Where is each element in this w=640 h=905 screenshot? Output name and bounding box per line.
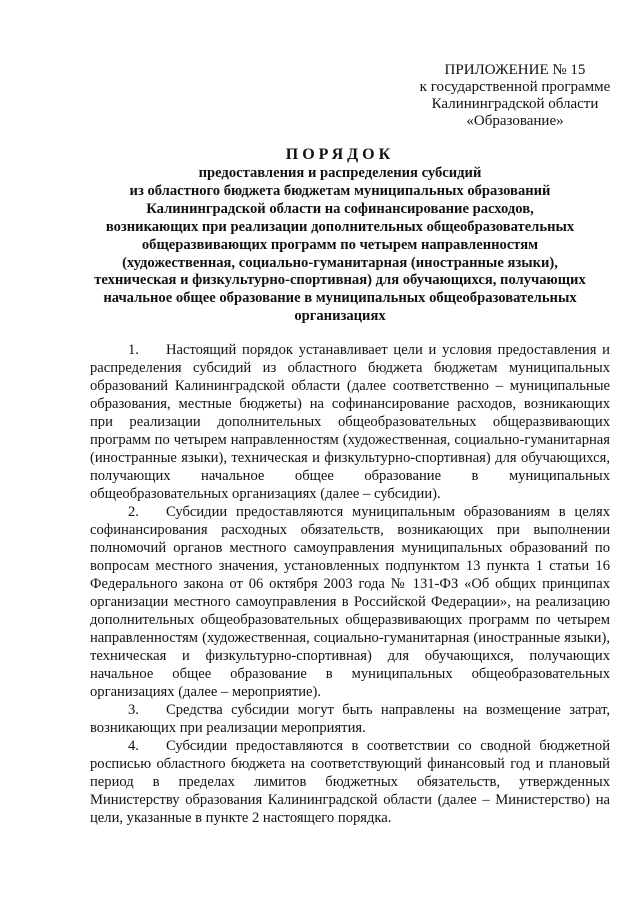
paragraph-number: 1. bbox=[128, 342, 139, 358]
paragraph-number: 4. bbox=[128, 738, 139, 754]
paragraph-1 bbox=[90, 341, 610, 503]
subtitle-line: начальное общее образование в муниципальных общеобразовательных bbox=[103, 290, 577, 307]
paragraph-text: Субсидии предоставляются муниципальным образованиям в целях софинансирования расходных обязательств, возникающих при выполнении полномочий органов местного самоуправления муниципальных образований по вопросам местного значения, установленных подпунктом 13 пункта 1 статьи 16 Федерального закона от 06 октября 2003 года № 131-ФЗ «Об общих принципах организации местного самоуправления в Российской Федерации», на реализацию дополнительных общеобразовательных общеразвивающих программ по четырем направленностям (художественная, социально-гуманитарная (иностранные языки), техническая и физкультурно-спортивная) для обучающихся, получающих начальное общее образование в муниципальных общеобразовательных организациях (далее – мероприятие). bbox=[90, 504, 610, 700]
paragraph-number: 3. bbox=[128, 702, 139, 718]
paragraph-3 bbox=[90, 701, 610, 737]
appendix-line-program: к государственной программе bbox=[419, 79, 611, 95]
appendix-line-name: «Образование» bbox=[466, 113, 564, 129]
subtitle-line: предоставления и распределения субсидий bbox=[198, 165, 482, 181]
document-body bbox=[90, 341, 610, 827]
paragraph-4 bbox=[90, 737, 610, 827]
document-title: ПОРЯДОК bbox=[285, 146, 395, 163]
appendix-block bbox=[400, 62, 630, 130]
subtitle-line: Калининградской области на софинансирование расходов, bbox=[146, 200, 534, 217]
paragraph-text: Настоящий порядок устанавливает цели и условия предоставления и распределения субсидий из областного бюджета бюджетам муниципальных образований Калининградской области (далее соответственно – муниципальные образования, местные бюджеты) на софинансирование расходов, возникающих при реализации дополнительных общеобразовательных общеразвивающих программ по четырем направленностям (художественная, социально-гуманитарная (иностранные языки), техническая и физкультурно-спортивная) для обучающихся, получающих начальное общее образование в муниципальных общеобразовательных организациях (далее – субсидии). bbox=[90, 342, 610, 502]
subtitle-line: (художественная, социально-гуманитарная (иностранные языки), bbox=[122, 254, 558, 271]
appendix-number: ПРИЛОЖЕНИЕ № 15 bbox=[444, 62, 586, 78]
paragraph-text: Средства субсидии могут быть направлены на возмещение затрат, возникающих при реализации мероприятия. bbox=[90, 702, 610, 736]
paragraph-text: Субсидии предоставляются в соответствии со сводной бюджетной росписью областного бюджета на соответствующий финансовый год и плановый период в пределах лимитов бюджетных обязательств, утвержденных Министерству образования Калининградской области (далее – Министерство) на цели, указанные в пункте 2 настоящего порядка. bbox=[90, 738, 610, 826]
subtitle-line: техническая и физкультурно-спортивная) для обучающихся, получающих bbox=[94, 272, 586, 289]
paragraph-number: 2. bbox=[128, 504, 139, 520]
subtitle-line: общеразвивающих программ по четырем направленностям bbox=[141, 236, 539, 253]
subtitle-line: организациях bbox=[294, 308, 386, 325]
document-subtitle bbox=[70, 165, 610, 326]
paragraph-2 bbox=[90, 503, 610, 701]
subtitle-line: возникающих при реализации дополнительных общеобразовательных bbox=[105, 218, 575, 235]
subtitle-line: из областного бюджета бюджетам муниципальных образований bbox=[129, 182, 551, 199]
appendix-line-region: Калининградской области bbox=[431, 96, 599, 112]
